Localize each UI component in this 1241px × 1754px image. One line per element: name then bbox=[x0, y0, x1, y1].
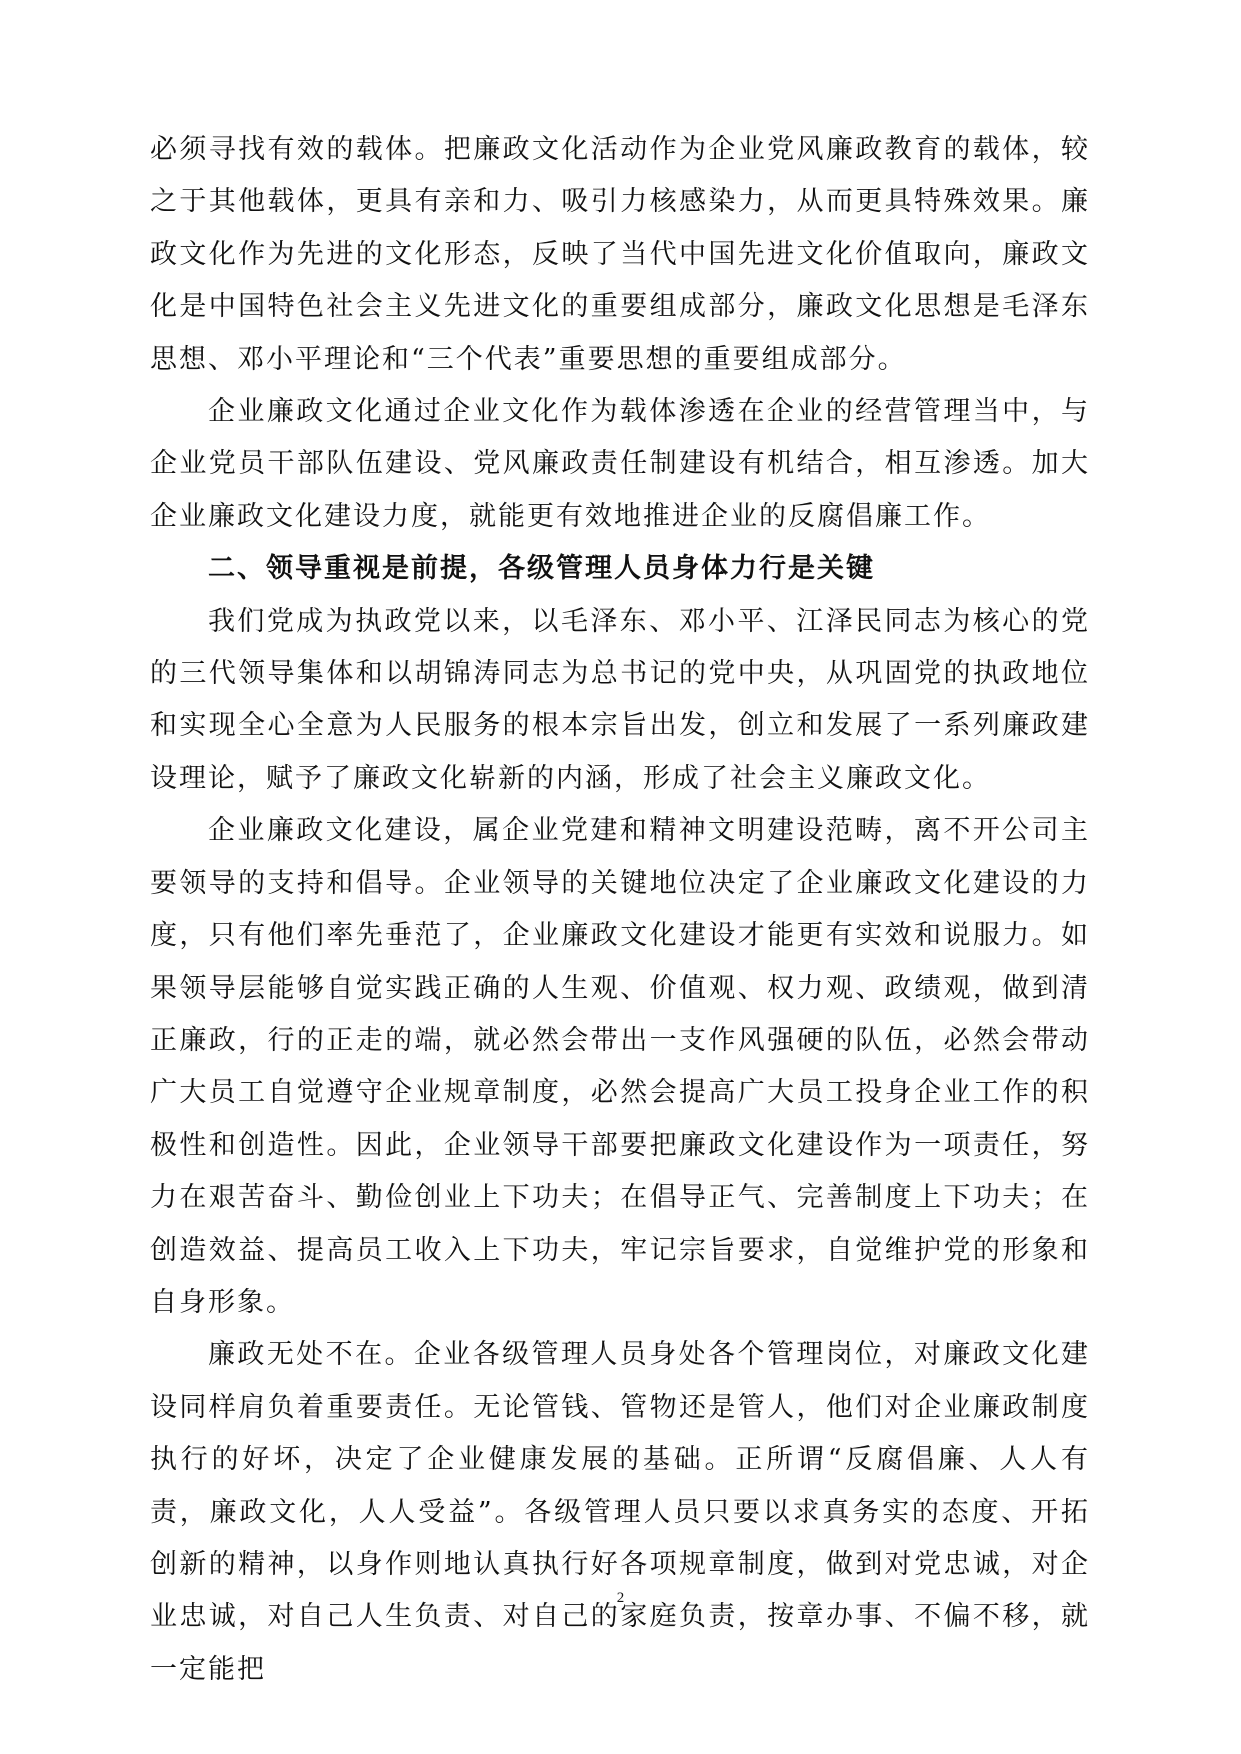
page-number: 2 bbox=[616, 1590, 625, 1606]
paragraph: 企业廉政文化建设，属企业党建和精神文明建设范畴，离不开公司主要领导的支持和倡导。企业领导的关键地位决定了企业廉政文化建设的力度，只有他们率先垂范了，企业廉政文化建设才能更有实效和说服力。如果领导层能够自觉实践正确的人生观、价值观、权力观、政绩观，做到清正廉政，行的正走的端，就必然会带出一支作风强硬的队伍，必然会带动广大员工自觉遵守企业规章制度，必然会提高广大员工投身企业工作的积极性和创造性。因此，企业领导干部要把廉政文化建设作为一项责任，努力在艰苦奋斗、勤俭创业上下功夫；在倡导正气、完善制度上下功夫；在创造效益、提高员工收入上下功夫，牢记宗旨要求，自觉维护党的形象和自身形象。 bbox=[150, 815, 1090, 1318]
paragraph: 我们党成为执政党以来，以毛泽东、邓小平、江泽民同志为核心的党的三代领导集体和以胡锦涛同志为总书记的党中央，从巩固党的执政地位和实现全心全意为人民服务的根本宗旨出发，创立和发展了一系列廉政建设理论，赋予了廉政文化崭新的内涵，形成了社会主义廉政文化。 bbox=[150, 605, 1090, 794]
paragraph: 企业廉政文化通过企业文化作为载体渗透在企业的经营管理当中，与企业党员干部队伍建设、党风廉政责任制建设有机结合，相互渗透。加大企业廉政文化建设力度，就能更有效地推进企业的反腐倡廉工作。 bbox=[150, 396, 1090, 532]
document-body bbox=[150, 124, 1090, 1696]
section-heading: 二、领导重视是前提，各级管理人员身体力行是关键 bbox=[208, 553, 875, 585]
paragraph: 廉政无处不在。企业各级管理人员身处各个管理岗位，对廉政文化建设同样肩负着重要责任。无论管钱、管物还是管人，他们对企业廉政制度执行的好坏，决定了企业健康发展的基础。正所谓“反腐倡廉、人人有责，廉政文化，人人受益”。各级管理人员只要以求真务实的态度、开拓创新的精神，以身作则地认真执行好各项规章制度，做到对党忠诚，对企业忠诚，对自己人生负责、对自己的家庭负责，按章办事、不偏不移，就一定能把 bbox=[150, 1339, 1090, 1685]
paragraph-continued: 必须寻找有效的载体。把廉政文化活动作为企业党风廉政教育的载体，较之于其他载体，更具有亲和力、吸引力核感染力，从而更具特殊效果。廉政文化作为先进的文化形态，反映了当代中国先进文化价值取向，廉政文化是中国特色社会主义先进文化的重要组成部分，廉政文化思想是毛泽东思想、邓小平理论和“三个代表”重要思想的重要组成部分。 bbox=[150, 134, 1090, 375]
